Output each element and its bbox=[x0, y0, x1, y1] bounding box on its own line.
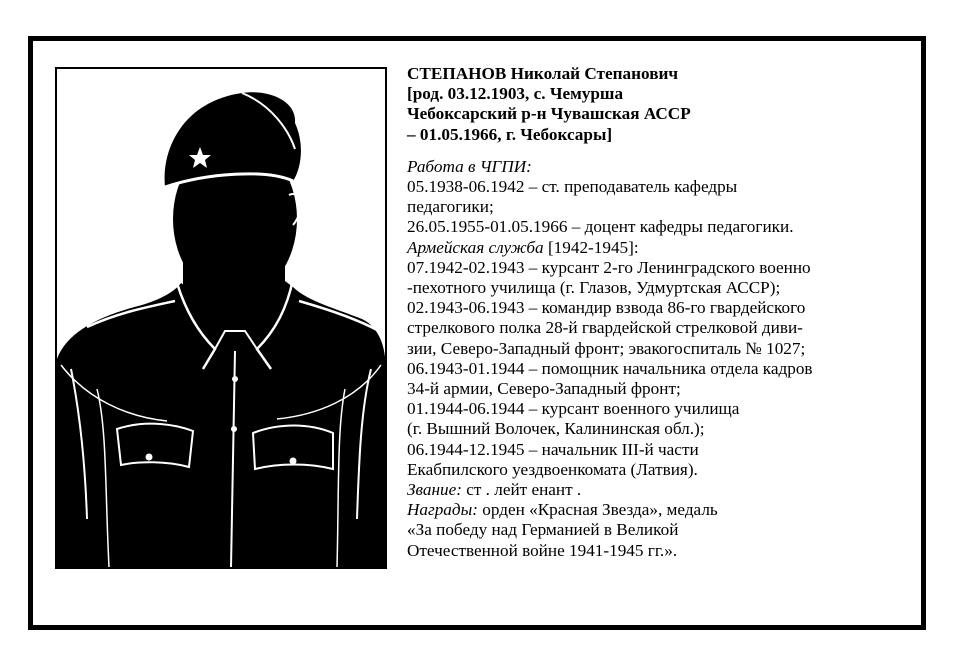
death-info: – 01.05.1966, г. Чебоксары] bbox=[407, 124, 613, 144]
army-line: зии, Северо-Западный фронт; эвакогоспиталь № 1027; bbox=[407, 338, 806, 358]
person-name: СТЕПАНОВ Николай Степанович bbox=[407, 64, 679, 83]
awards-label: Награды: bbox=[407, 500, 478, 520]
army-line: Екабпилского уездвоенкомата (Латвия). bbox=[407, 459, 698, 479]
work-line: педагогики; bbox=[407, 197, 494, 217]
biography-text bbox=[407, 64, 917, 561]
work-line: 05.1938-06.1942 – ст. преподаватель кафедры bbox=[407, 177, 738, 197]
birth-region: Чебоксарский р-н Чувашская АССР bbox=[407, 104, 691, 124]
work-line: 26.05.1955-01.05.1966 – доцент кафедры педагогики. bbox=[407, 217, 794, 237]
awards-value: орден «Красная Звезда», медаль bbox=[477, 500, 718, 520]
soldier-portrait bbox=[55, 67, 387, 569]
soldier-silhouette-icon bbox=[57, 69, 385, 567]
awards-line: «За победу над Германией в Великой bbox=[407, 520, 679, 540]
army-label: Армейская служба bbox=[407, 237, 544, 257]
awards-line bbox=[407, 500, 917, 520]
rank-line bbox=[407, 480, 917, 500]
army-line: 34-й армии, Северо-Западный фронт; bbox=[407, 379, 681, 399]
army-line: -пехотного училища (г. Глазов, Удмуртская АССР); bbox=[407, 278, 781, 298]
rank-value: ст . лейт енант . bbox=[461, 480, 582, 500]
army-period: [1942-1945]: bbox=[543, 237, 639, 257]
birth-info: [род. 03.12.1903, с. Чемурша bbox=[407, 84, 624, 104]
rank-label: Звание: bbox=[407, 480, 462, 500]
work-label: Работа в ЧГПИ: bbox=[407, 156, 532, 176]
army-line: 06.1943-01.1944 – помощник начальника отдела кадров bbox=[407, 358, 813, 378]
army-line: 07.1942-02.1943 – курсант 2-го Ленинградского военно bbox=[407, 257, 811, 277]
name-header bbox=[407, 64, 917, 145]
army-heading bbox=[407, 238, 917, 258]
army-line: 01.1944-06.1944 – курсант военного училища bbox=[407, 399, 740, 419]
army-line: стрелкового полка 28-й гвардейской стрелковой диви- bbox=[407, 318, 803, 338]
awards-line: Отечественной войне 1941-1945 гг.». bbox=[407, 540, 678, 560]
army-line: 06.1944-12.1945 – начальник III-й части bbox=[407, 439, 699, 459]
army-line: 02.1943-06.1943 – командир взвода 86-го гвардейского bbox=[407, 298, 806, 318]
army-line: (г. Вышний Волочек, Калининская обл.); bbox=[407, 419, 705, 439]
